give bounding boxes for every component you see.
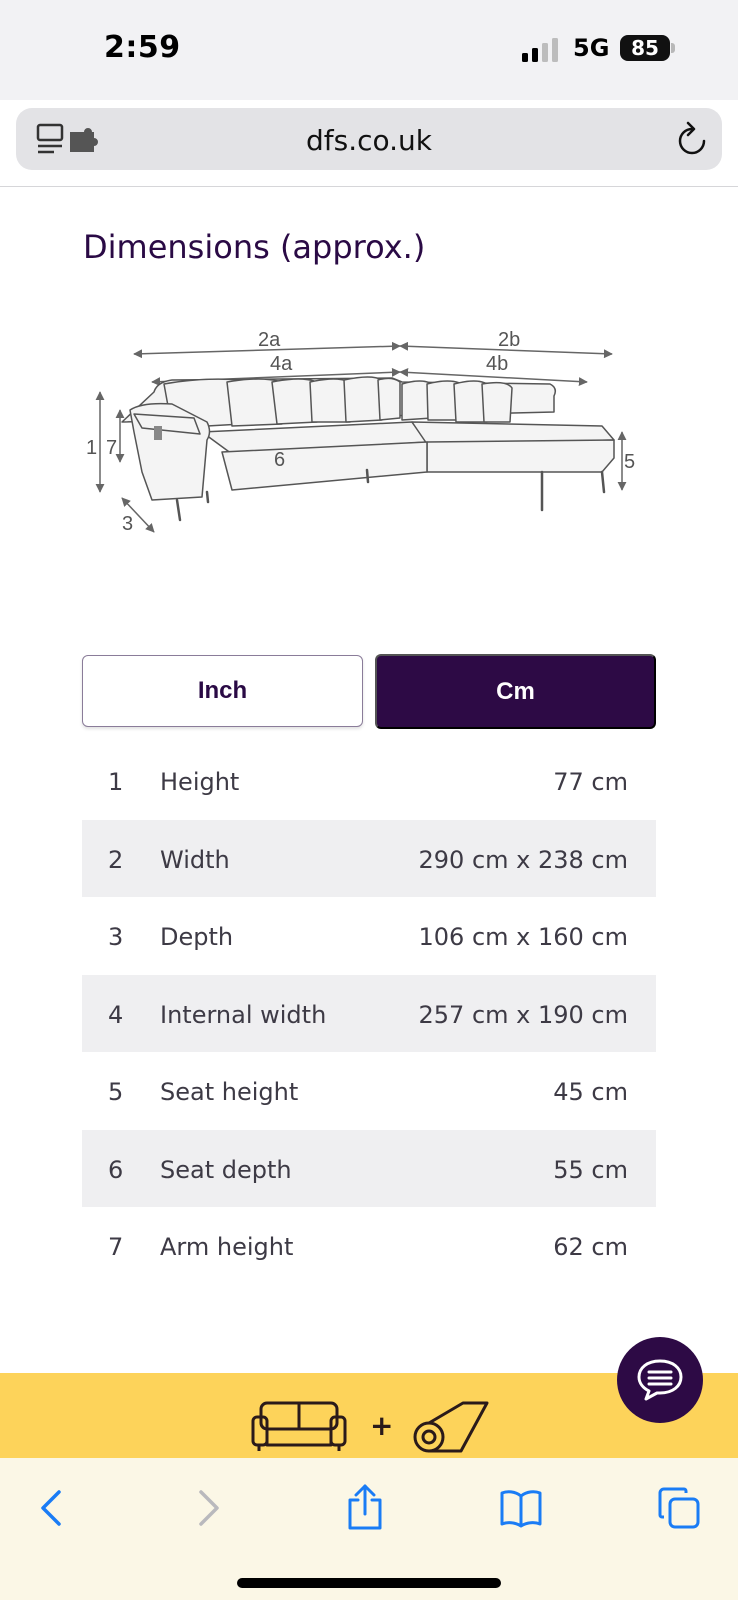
browser-toolbar [0, 1458, 738, 1600]
row-label: Height [160, 768, 240, 796]
row-value: 106 cm x 160 cm [418, 923, 628, 951]
promo-plus: + [370, 1409, 394, 1442]
back-button[interactable] [24, 1482, 76, 1534]
tabs-button[interactable] [653, 1482, 705, 1534]
table-row [82, 1207, 656, 1285]
row-label: Seat depth [160, 1155, 292, 1184]
bookmarks-button[interactable] [495, 1482, 547, 1534]
status-time: 2:59 [104, 30, 181, 65]
diagram-label-4a: 4a [270, 353, 293, 375]
row-value: 55 cm [553, 1155, 628, 1184]
table-row [82, 1052, 656, 1130]
row-label: Depth [160, 923, 234, 951]
unit-toggle [82, 654, 656, 728]
battery-tip [671, 43, 675, 53]
row-number: 1 [108, 768, 124, 796]
chat-button[interactable] [617, 1337, 703, 1423]
diagram-label-7: 7 [106, 437, 118, 459]
dimensions-table [82, 742, 656, 1285]
chat-bubble-icon [635, 1357, 685, 1403]
table-row [82, 820, 656, 898]
signal-icon [522, 38, 562, 62]
share-button[interactable] [339, 1482, 391, 1534]
row-number: 5 [108, 1078, 124, 1106]
row-number: 4 [108, 1000, 124, 1029]
row-value: 257 cm x 190 cm [418, 1000, 628, 1029]
row-value: 45 cm [553, 1078, 628, 1106]
row-label: Seat height [160, 1078, 299, 1106]
row-number: 2 [108, 845, 124, 874]
row-number: 6 [108, 1155, 124, 1184]
row-label: Width [160, 845, 230, 874]
diagram-label-6: 6 [274, 449, 286, 471]
rug-icon [413, 1399, 489, 1455]
table-row [82, 897, 656, 975]
share-icon [345, 1484, 385, 1532]
row-value: 62 cm [553, 1233, 628, 1261]
chevron-right-icon [197, 1488, 223, 1528]
cm-button[interactable]: Cm [375, 654, 656, 729]
row-number: 3 [108, 923, 124, 951]
tabs-icon [658, 1487, 700, 1529]
sofa-dimension-diagram [82, 322, 662, 552]
battery-icon: 85 [620, 35, 670, 61]
page-title: Dimensions (approx.) [83, 228, 426, 266]
forward-button[interactable] [184, 1482, 236, 1534]
row-label: Arm height [160, 1233, 294, 1261]
row-label: Internal width [160, 1000, 327, 1029]
address-bar[interactable] [16, 108, 722, 170]
diagram-label-2a: 2a [258, 329, 281, 351]
sofa-icon [251, 1401, 347, 1453]
network-label: 5G [573, 34, 610, 62]
row-number: 7 [108, 1233, 124, 1261]
book-icon [499, 1488, 543, 1528]
status-bar [0, 0, 738, 100]
diagram-label-1: 1 [86, 437, 98, 459]
inch-button[interactable]: Inch [82, 655, 363, 727]
table-row [82, 975, 656, 1053]
chevron-left-icon [37, 1488, 63, 1528]
table-row [82, 742, 656, 820]
address-bar-divider [0, 186, 738, 187]
table-row [82, 1130, 656, 1208]
home-indicator [237, 1578, 501, 1588]
url-text[interactable]: dfs.co.uk [305, 124, 432, 157]
diagram-label-3: 3 [122, 513, 134, 535]
diagram-label-5: 5 [624, 451, 636, 473]
reload-icon[interactable] [676, 121, 708, 157]
diagram-label-2b: 2b [498, 329, 521, 351]
diagram-label-4b: 4b [486, 353, 509, 375]
row-value: 77 cm [553, 768, 628, 796]
row-value: 290 cm x 238 cm [418, 845, 628, 874]
